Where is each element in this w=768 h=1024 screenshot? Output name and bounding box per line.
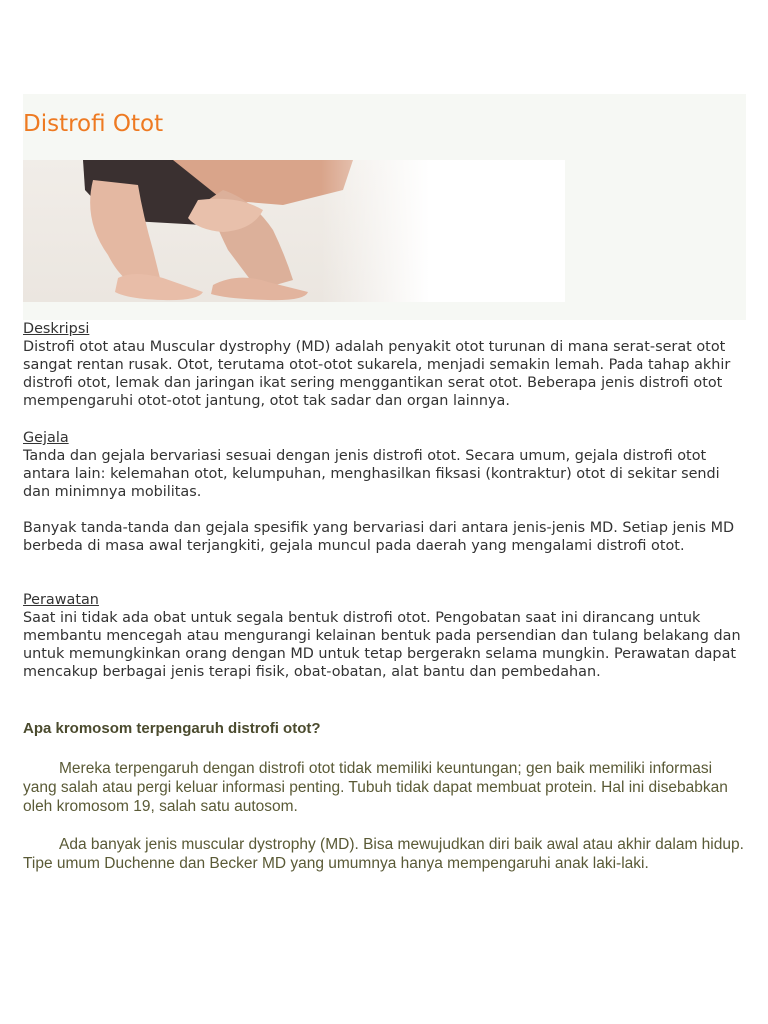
legs-feet-photo-icon	[23, 160, 565, 302]
answer-text: Ada banyak jenis muscular dystrophy (MD). Bisa mewujudkan diri baik awal atau akhir dalam hidup. Tipe umum Duchenne dan Becker MD yang umumnya hanya mempengaruhi anak laki-laki.	[23, 836, 744, 872]
section-heading: Perawatan	[23, 592, 99, 608]
section-perawatan	[23, 591, 748, 681]
section-gejala-extra	[23, 519, 748, 555]
section-gejala	[23, 429, 748, 501]
section-heading: Gejala	[23, 430, 69, 446]
paragraph: Saat ini tidak ada obat untuk segala bentuk distrofi otot. Pengobatan saat ini dirancang untuk membantu mencegah atau mengurangi kelainan bentuk pada persendian dan tulang belakang dan untuk memungkinkan orang dengan MD untuk tetap bergerakn selama mungkin. Perawatan dapat mencakup berbagai jenis terapi fisik, obat-obatan, alat bantu dan pembedahan.	[23, 610, 741, 680]
answer-paragraph	[23, 835, 748, 873]
question-heading: Apa kromosom terpengaruh distrofi otot?	[23, 720, 321, 737]
page-title: Distrofi Otot	[23, 111, 164, 137]
answer-paragraph	[23, 759, 748, 816]
hero-image	[23, 160, 565, 302]
paragraph: Tanda dan gejala bervariasi sesuai dengan jenis distrofi otot. Secara umum, gejala distrofi otot antara lain: kelemahan otot, kelumpuhan, menghasilkan fiksasi (kontraktur) otot di sekitar sendi dan minimnya mobilitas.	[23, 448, 720, 500]
section-heading: Deskripsi	[23, 321, 90, 337]
paragraph: Banyak tanda-tanda dan gejala spesifik yang bervariasi dari antara jenis-jenis MD. Setiap jenis MD berbeda di masa awal terjangkiti, gejala muncul pada daerah yang mengalami distrofi otot.	[23, 520, 735, 554]
answer-text: Mereka terpengaruh dengan distrofi otot tidak memiliki keuntungan; gen baik memiliki informasi yang salah atau pergi keluar informasi penting. Tubuh tidak dapat membuat protein. Hal ini disebabkan oleh kromosom 19, salah satu autosom.	[23, 760, 728, 815]
section-deskripsi	[23, 320, 748, 410]
paragraph: Distrofi otot atau Muscular dystrophy (MD) adalah penyakit otot turunan di mana serat-serat otot sangat rentan rusak. Otot, terutama otot-otot sukarela, menjadi semakin lemah. Pada tahap akhir distrofi otot, lemak dan jaringan ikat sering menggantikan serat otot. Beberapa jenis distrofi otot mempengaruhi otot-otot jantung, otot tak sadar dan organ lainnya.	[23, 339, 731, 409]
